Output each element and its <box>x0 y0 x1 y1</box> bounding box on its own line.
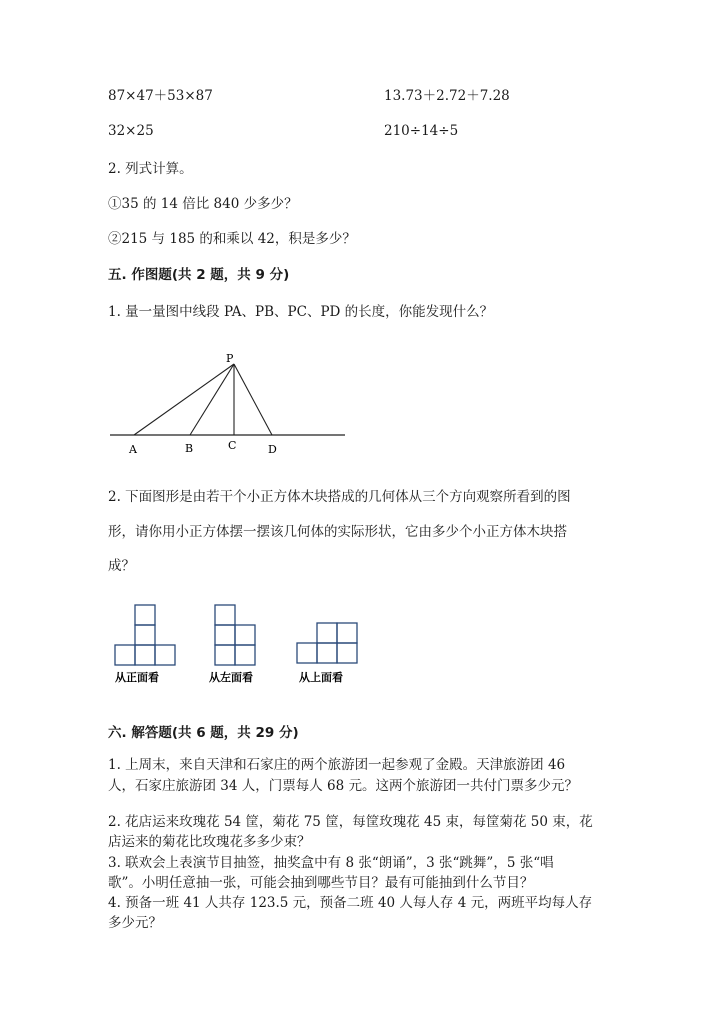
line-segments-figure <box>100 345 360 460</box>
section-heading-drawing: 五. 作图题(共 2 题，共 9 分) <box>108 267 290 283</box>
calc-expression-1: 87×47＋53×87 <box>108 88 213 104</box>
answer-question-4-line-1: 4. 预备一班 41 人共存 123.5 元，预备二班 40 人每人存 4 元，两班平均每人存 <box>108 895 593 911</box>
answer-question-1-line-2: 人，石家庄旅游团 34 人，门票每人 68 元。这两个旅游团一共付门票多少元？ <box>108 778 579 794</box>
point-label-c: C <box>228 439 237 452</box>
point-label-a: A <box>129 443 137 456</box>
left-view <box>215 605 255 665</box>
front-view <box>115 605 175 665</box>
drawing-question-2-line-2: 形，请你用小正方体摆一摆该几何体的实际形状，它由多少个小正方体木块搭 <box>108 524 567 540</box>
cube-views-figure <box>105 600 375 690</box>
calc-expression-4: 210÷14÷5 <box>384 123 459 139</box>
question-item-2: ②215 与 185 的和乘以 42，积是多少？ <box>108 231 356 247</box>
drawing-question-2-line-3: 成？ <box>108 558 135 574</box>
answer-question-2-line-1: 2. 花店运来玫瑰花 54 筐，菊花 75 筐，每筐玫瑰花 45 束，每筐菊花 50 束，花 <box>108 814 593 830</box>
top-view-label: 从上面看 <box>299 671 343 684</box>
point-label-d: D <box>268 443 277 456</box>
answer-question-1-line-1: 1. 上周末，来自天津和石家庄的两个旅游团一起参观了金殿。天津旅游团 46 <box>108 757 566 773</box>
answer-question-4-line-2: 多少元？ <box>108 915 162 931</box>
question-item-1: ①35 的 14 倍比 840 少多少？ <box>108 196 298 212</box>
answer-question-2-line-2: 店运来的菊花比玫瑰花多多少束？ <box>108 834 311 850</box>
answer-question-3-line-2: 歌”。小明任意抽一张，可能会抽到哪些节目？最有可能抽到什么节目？ <box>108 875 534 891</box>
answer-question-3-line-1: 3. 联欢会上表演节目抽签，抽奖盒中有 8 张“朗诵”，3 张“跳舞”，5 张“唱 <box>108 855 554 871</box>
drawing-question-2-line-1: 2. 下面图形是由若干个小正方体木块搭成的几何体从三个方向观察所看到的图 <box>108 489 571 505</box>
question-title: 2. 列式计算。 <box>108 161 193 177</box>
calc-expression-2: 13.73＋2.72＋7.28 <box>384 88 510 104</box>
drawing-question-1: 1. 量一量图中线段 PA、PB、PC、PD 的长度，你能发现什么？ <box>108 304 494 320</box>
front-view-label: 从正面看 <box>115 671 159 684</box>
point-label-p: P <box>226 352 234 365</box>
section-heading-answers: 六. 解答题(共 6 题，共 29 分) <box>108 725 299 741</box>
calc-expression-3: 32×25 <box>108 123 154 139</box>
point-label-b: B <box>185 442 194 455</box>
top-view <box>297 623 357 663</box>
left-view-label: 从左面看 <box>209 671 253 684</box>
